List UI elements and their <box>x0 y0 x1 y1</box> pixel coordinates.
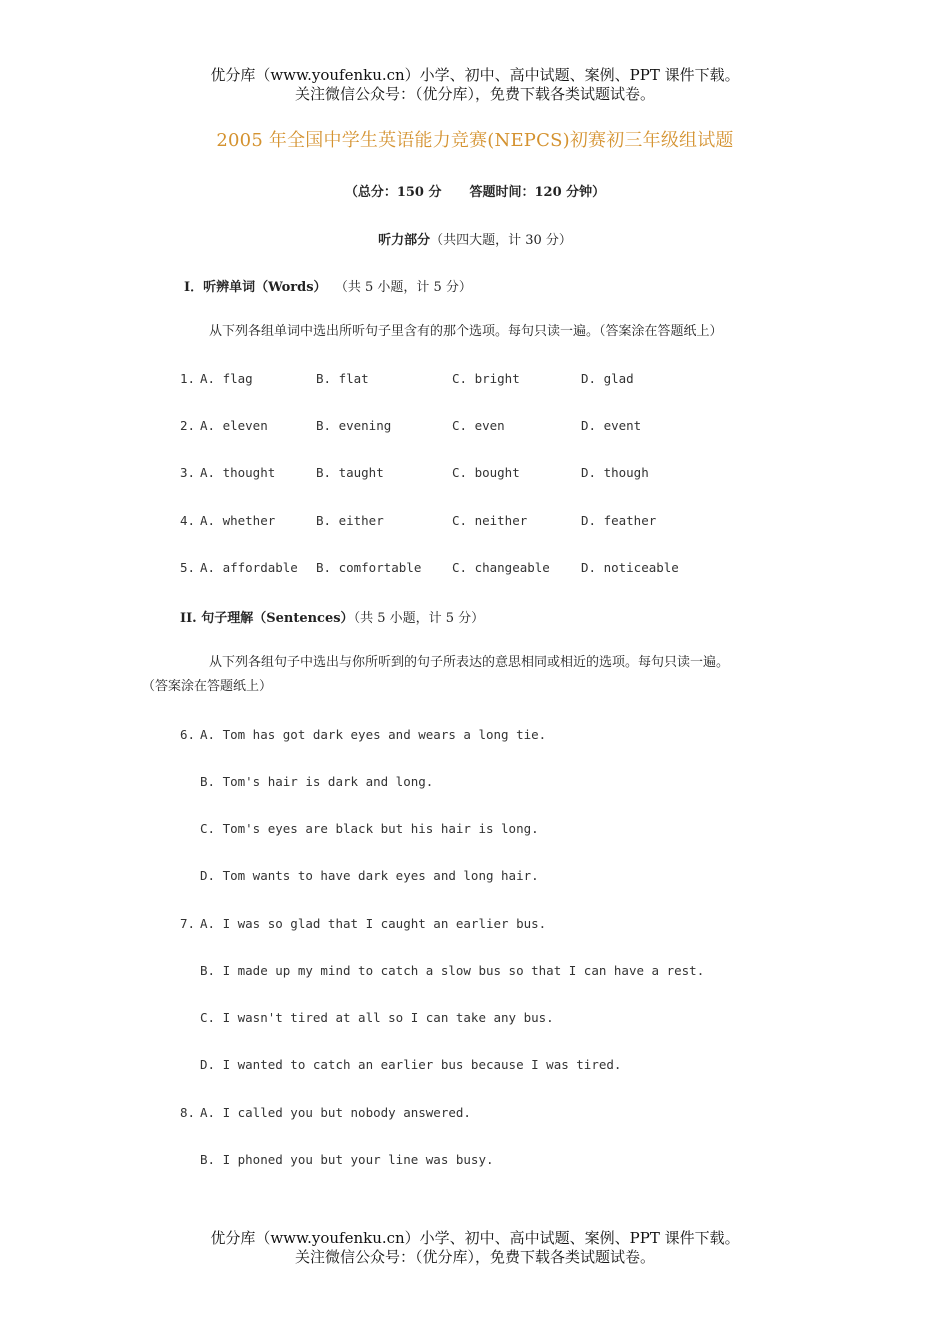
question-number: 6. <box>180 727 196 742</box>
footer-line-2: 关注微信公众号：（优分库），免费下载各类试题试卷。 <box>294 1248 655 1266</box>
exam-meta <box>0 181 950 200</box>
section-2-label: II. 句子理解（Sentences） <box>180 611 354 626</box>
option-a: A. whether <box>200 513 276 528</box>
option-d: D. Tom wants to have dark eyes and long hair. <box>200 868 539 883</box>
time-limit: 答题时间：120 分钟） <box>469 185 606 200</box>
option-b: B. I phoned you but your line was busy. <box>200 1152 494 1167</box>
option-d: D. though <box>581 465 649 480</box>
section-2-instruction-line-1: 从下列各组句子中选出与你所听到的句子所表达的意思相同或相近的选项。每句只读一遍。 <box>209 655 730 670</box>
option-b: B. comfortable <box>316 560 422 575</box>
total-score: （总分：150 分 <box>344 185 442 200</box>
page-header <box>0 66 950 104</box>
header-line-2: 关注微信公众号：（优分库），免费下载各类试题试卷。 <box>294 85 655 103</box>
part-heading <box>0 229 950 248</box>
section-1-label: I．听辨单词（Words） <box>184 280 327 295</box>
option-a: A. I called you but nobody answered. <box>200 1105 471 1120</box>
header-line-1: 优分库（www.youfenku.cn）小学、初中、高中试题、案例、PPT 课件下载。 <box>210 66 740 84</box>
part-label: 听力部分 <box>378 233 431 248</box>
section-1-note: （共 5 小题，计 5 分） <box>334 280 472 295</box>
option-a: A. Tom has got dark eyes and wears a long tie. <box>200 727 547 742</box>
question-number: 7. <box>180 916 196 931</box>
option-a: A. I was so glad that I caught an earlier bus. <box>200 916 547 931</box>
option-c: C. Tom's eyes are black but his hair is long. <box>200 821 539 836</box>
option-a: A. thought <box>200 465 276 480</box>
option-d: D. feather <box>581 513 657 528</box>
question-number: 3. <box>180 465 196 480</box>
option-b: B. Tom's hair is dark and long. <box>200 774 434 789</box>
exam-title: 2005 年全国中学生英语能力竞赛(NEPCS)初赛初三年级组试题 <box>216 130 734 151</box>
option-c: C. bought <box>452 465 520 480</box>
section-1-heading <box>184 276 472 295</box>
question-number: 1. <box>180 371 196 386</box>
option-d: D. noticeable <box>581 560 679 575</box>
question-number: 8. <box>180 1105 196 1120</box>
option-b: B. either <box>316 513 384 528</box>
section-2-note: （共 5 小题，计 5 分） <box>353 611 485 626</box>
section-1-instruction: 从下列各组单词中选出所听句子里含有的那个选项。每句只读一遍。（答案涂在答题纸上） <box>209 324 723 339</box>
option-b: B. evening <box>316 418 392 433</box>
option-c: C. bright <box>452 371 520 386</box>
footer-line-1: 优分库（www.youfenku.cn）小学、初中、高中试题、案例、PPT 课件下载。 <box>210 1229 740 1247</box>
question-number: 5. <box>180 560 196 575</box>
section-2-instruction-line-2: （答案涂在答题纸上） <box>142 679 273 694</box>
question-number: 2. <box>180 418 196 433</box>
section-2-heading <box>180 607 484 626</box>
option-a: A. eleven <box>200 418 268 433</box>
option-d: D. event <box>581 418 642 433</box>
question-number: 4. <box>180 513 196 528</box>
option-c: C. even <box>452 418 505 433</box>
option-b: B. flat <box>316 371 369 386</box>
option-c: C. I wasn't tired at all so I can take any bus. <box>200 1010 554 1025</box>
part-note: （共四大题，计 30 分） <box>430 233 572 248</box>
option-a: A. flag <box>200 371 253 386</box>
option-d: D. I wanted to catch an earlier bus because I was tired. <box>200 1057 622 1072</box>
option-c: C. changeable <box>452 560 550 575</box>
option-a: A. affordable <box>200 560 298 575</box>
option-b: B. I made up my mind to catch a slow bus so that I can have a rest. <box>200 963 705 978</box>
page-footer <box>0 1229 950 1267</box>
option-d: D. glad <box>581 371 634 386</box>
option-c: C. neither <box>452 513 528 528</box>
option-b: B. taught <box>316 465 384 480</box>
